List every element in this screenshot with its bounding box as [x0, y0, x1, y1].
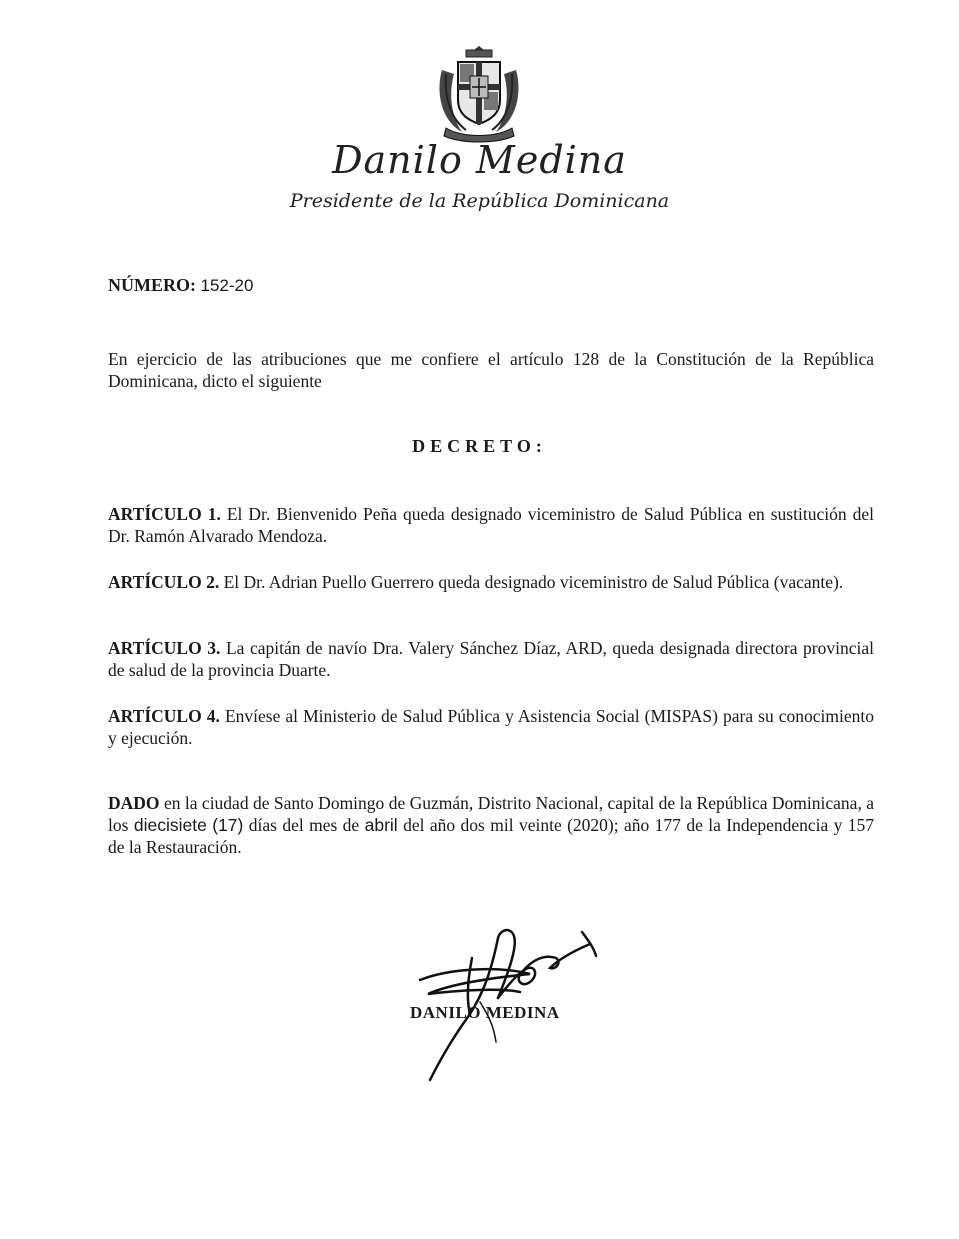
article-label: ARTÍCULO 4.: [108, 706, 220, 726]
given-day-words: diecisiete: [133, 815, 207, 835]
article-label: ARTÍCULO 1.: [108, 504, 221, 524]
decree-number-value: 152-20: [200, 276, 254, 295]
handwritten-signature-icon: [410, 918, 610, 1088]
decree-intro: En ejercicio de las atribuciones que me confiere el artículo 128 de la Constitución de la República Dominicana, dicto el siguiente: [108, 349, 874, 391]
article-text: El Dr. Bienvenido Peña queda designado viceministro de Salud Pública en sustitución del Dr. Ramón Alvarado Mendoza.: [108, 504, 874, 546]
given-label: DADO: [108, 793, 160, 813]
article-1: [108, 503, 874, 547]
given-text-3: del año dos mil veinte (2020); año 177 de la Independencia y 157 de la Restauración.: [108, 815, 875, 857]
president-name-header: Danilo Medina: [332, 138, 627, 182]
signer-name: DANILO MEDINA: [410, 1003, 560, 1022]
given-paragraph: [108, 792, 874, 858]
given-text-2: días del mes de: [248, 815, 360, 835]
decree-heading: DECRETO:: [412, 436, 547, 456]
article-label: ARTÍCULO 2.: [108, 572, 220, 592]
article-text: El Dr. Adrian Puello Guerrero queda designado viceministro de Salud Pública (vacante).: [223, 572, 844, 592]
article-4: [108, 705, 874, 749]
given-month: abril: [364, 815, 398, 835]
given-text-1: en la ciudad de Santo Domingo de Guzmán, Distrito Nacional, capital de la República Dominicana, a los: [108, 793, 874, 835]
article-2: [108, 571, 874, 593]
decree-number: [108, 274, 874, 297]
article-label: ARTÍCULO 3.: [108, 638, 221, 658]
coat-of-arms-seal-icon: [432, 40, 526, 144]
article-3: [108, 637, 874, 681]
president-title-header: Presidente de la República Dominicana: [289, 190, 670, 212]
article-text: Envíese al Ministerio de Salud Pública y Asistencia Social (MISPAS) para su conocimiento y ejecución.: [108, 706, 874, 748]
decree-number-label: NÚMERO:: [108, 275, 196, 295]
article-text: La capitán de navío Dra. Valery Sánchez Díaz, ARD, queda designada directora provincial de salud de la provincia Duarte.: [108, 638, 874, 680]
given-day-number: (17): [212, 815, 244, 835]
